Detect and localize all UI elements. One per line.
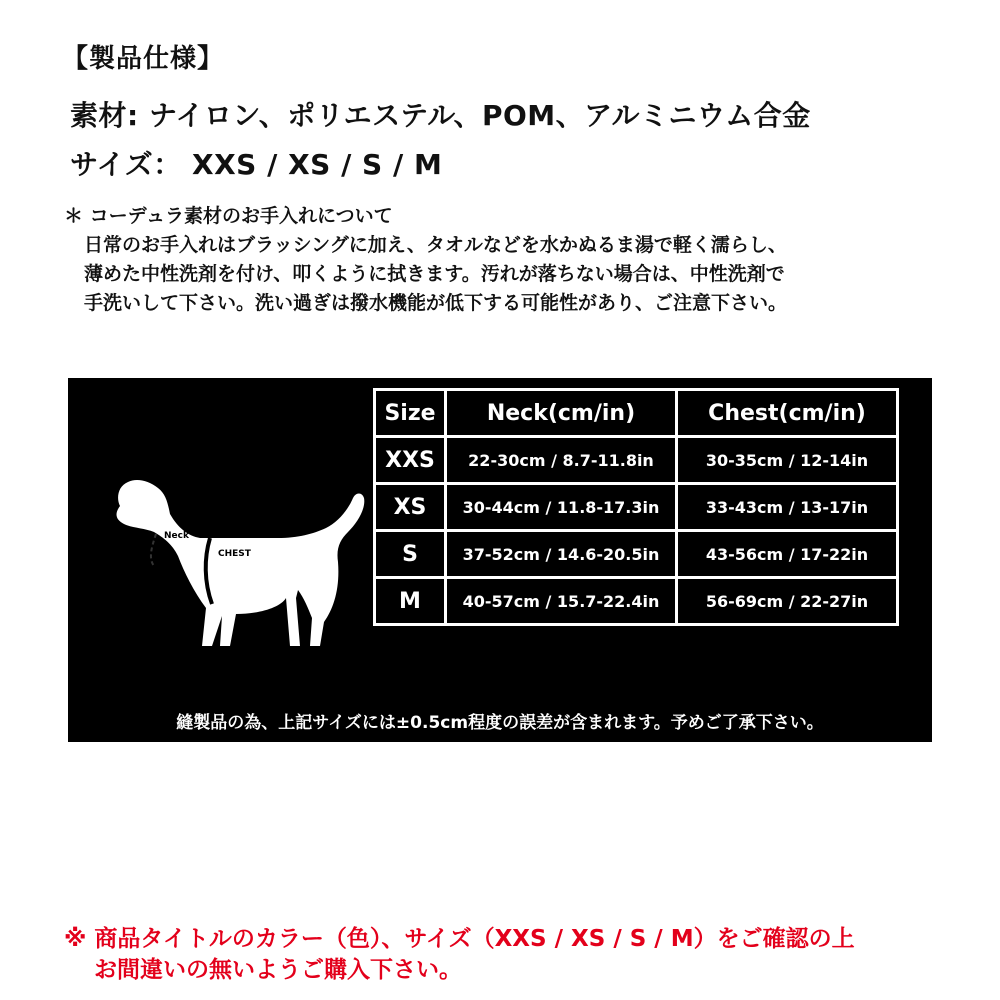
chest-label: CHEST [218,549,251,559]
warning-line-2: お間違いの無いようご購入下さい。 [94,957,462,983]
neck-label: Neck [164,531,189,541]
table-header-row [375,390,898,437]
header-chest: Chest(cm/in) [677,390,898,437]
table-row [375,437,898,484]
cell-chest: 33-43cm / 13-17in [677,484,898,531]
care-line-2: 薄めた中性洗剤を付け、叩くように拭きます。汚れが落ちない場合は、中性洗剤で [84,263,785,285]
cell-chest: 30-35cm / 12-14in [677,437,898,484]
neck-line [151,534,156,566]
cell-chest: 56-69cm / 22-27in [677,578,898,625]
spec-heading: 【製品仕様】 [62,44,225,74]
care-line-3: 手洗いして下さい。洗い過ぎは撥水機能が低下する可能性があり、ご注意下さい。 [84,292,788,314]
cell-size: XS [375,484,446,531]
size-chart-panel [68,378,932,742]
cell-neck: 30-44cm / 11.8-17.3in [446,484,677,531]
cell-size: S [375,531,446,578]
dog-silhouette-icon [117,480,365,646]
material-text: 素材: ナイロン、ポリエステル、POM、アルミニウム合金 [70,99,811,132]
cell-neck: 40-57cm / 15.7-22.4in [446,578,677,625]
table-row [375,578,898,625]
header-size: Size [375,390,446,437]
cell-chest: 43-56cm / 17-22in [677,531,898,578]
cell-size: XXS [375,437,446,484]
cell-size: M [375,578,446,625]
tolerance-note: 縫製品の為、上記サイズには±0.5cm程度の誤差が含まれます。予めご了承下さい。 [176,713,824,733]
purchase-warning [64,924,855,986]
cell-neck: 22-30cm / 8.7-11.8in [446,437,677,484]
care-instructions [64,202,964,318]
cell-neck: 37-52cm / 14.6-20.5in [446,531,677,578]
care-title: ＊ コーデュラ素材のお手入れについて [64,205,393,227]
warning-line-1: ※ 商品タイトルのカラー（色）、サイズ（XXS / XS / S / M）をご確認の上 [64,926,855,952]
dog-illustration [98,458,388,658]
care-line-1: 日常のお手入れはブラッシングに加え、タオルなどを水かぬるま湯で軽く濡らし、 [84,234,787,256]
table-row [375,531,898,578]
header-neck: Neck(cm/in) [446,390,677,437]
size-table [373,388,899,626]
sizes-text: サイズ： XXS / XS / S / M [70,148,443,181]
table-row [375,484,898,531]
